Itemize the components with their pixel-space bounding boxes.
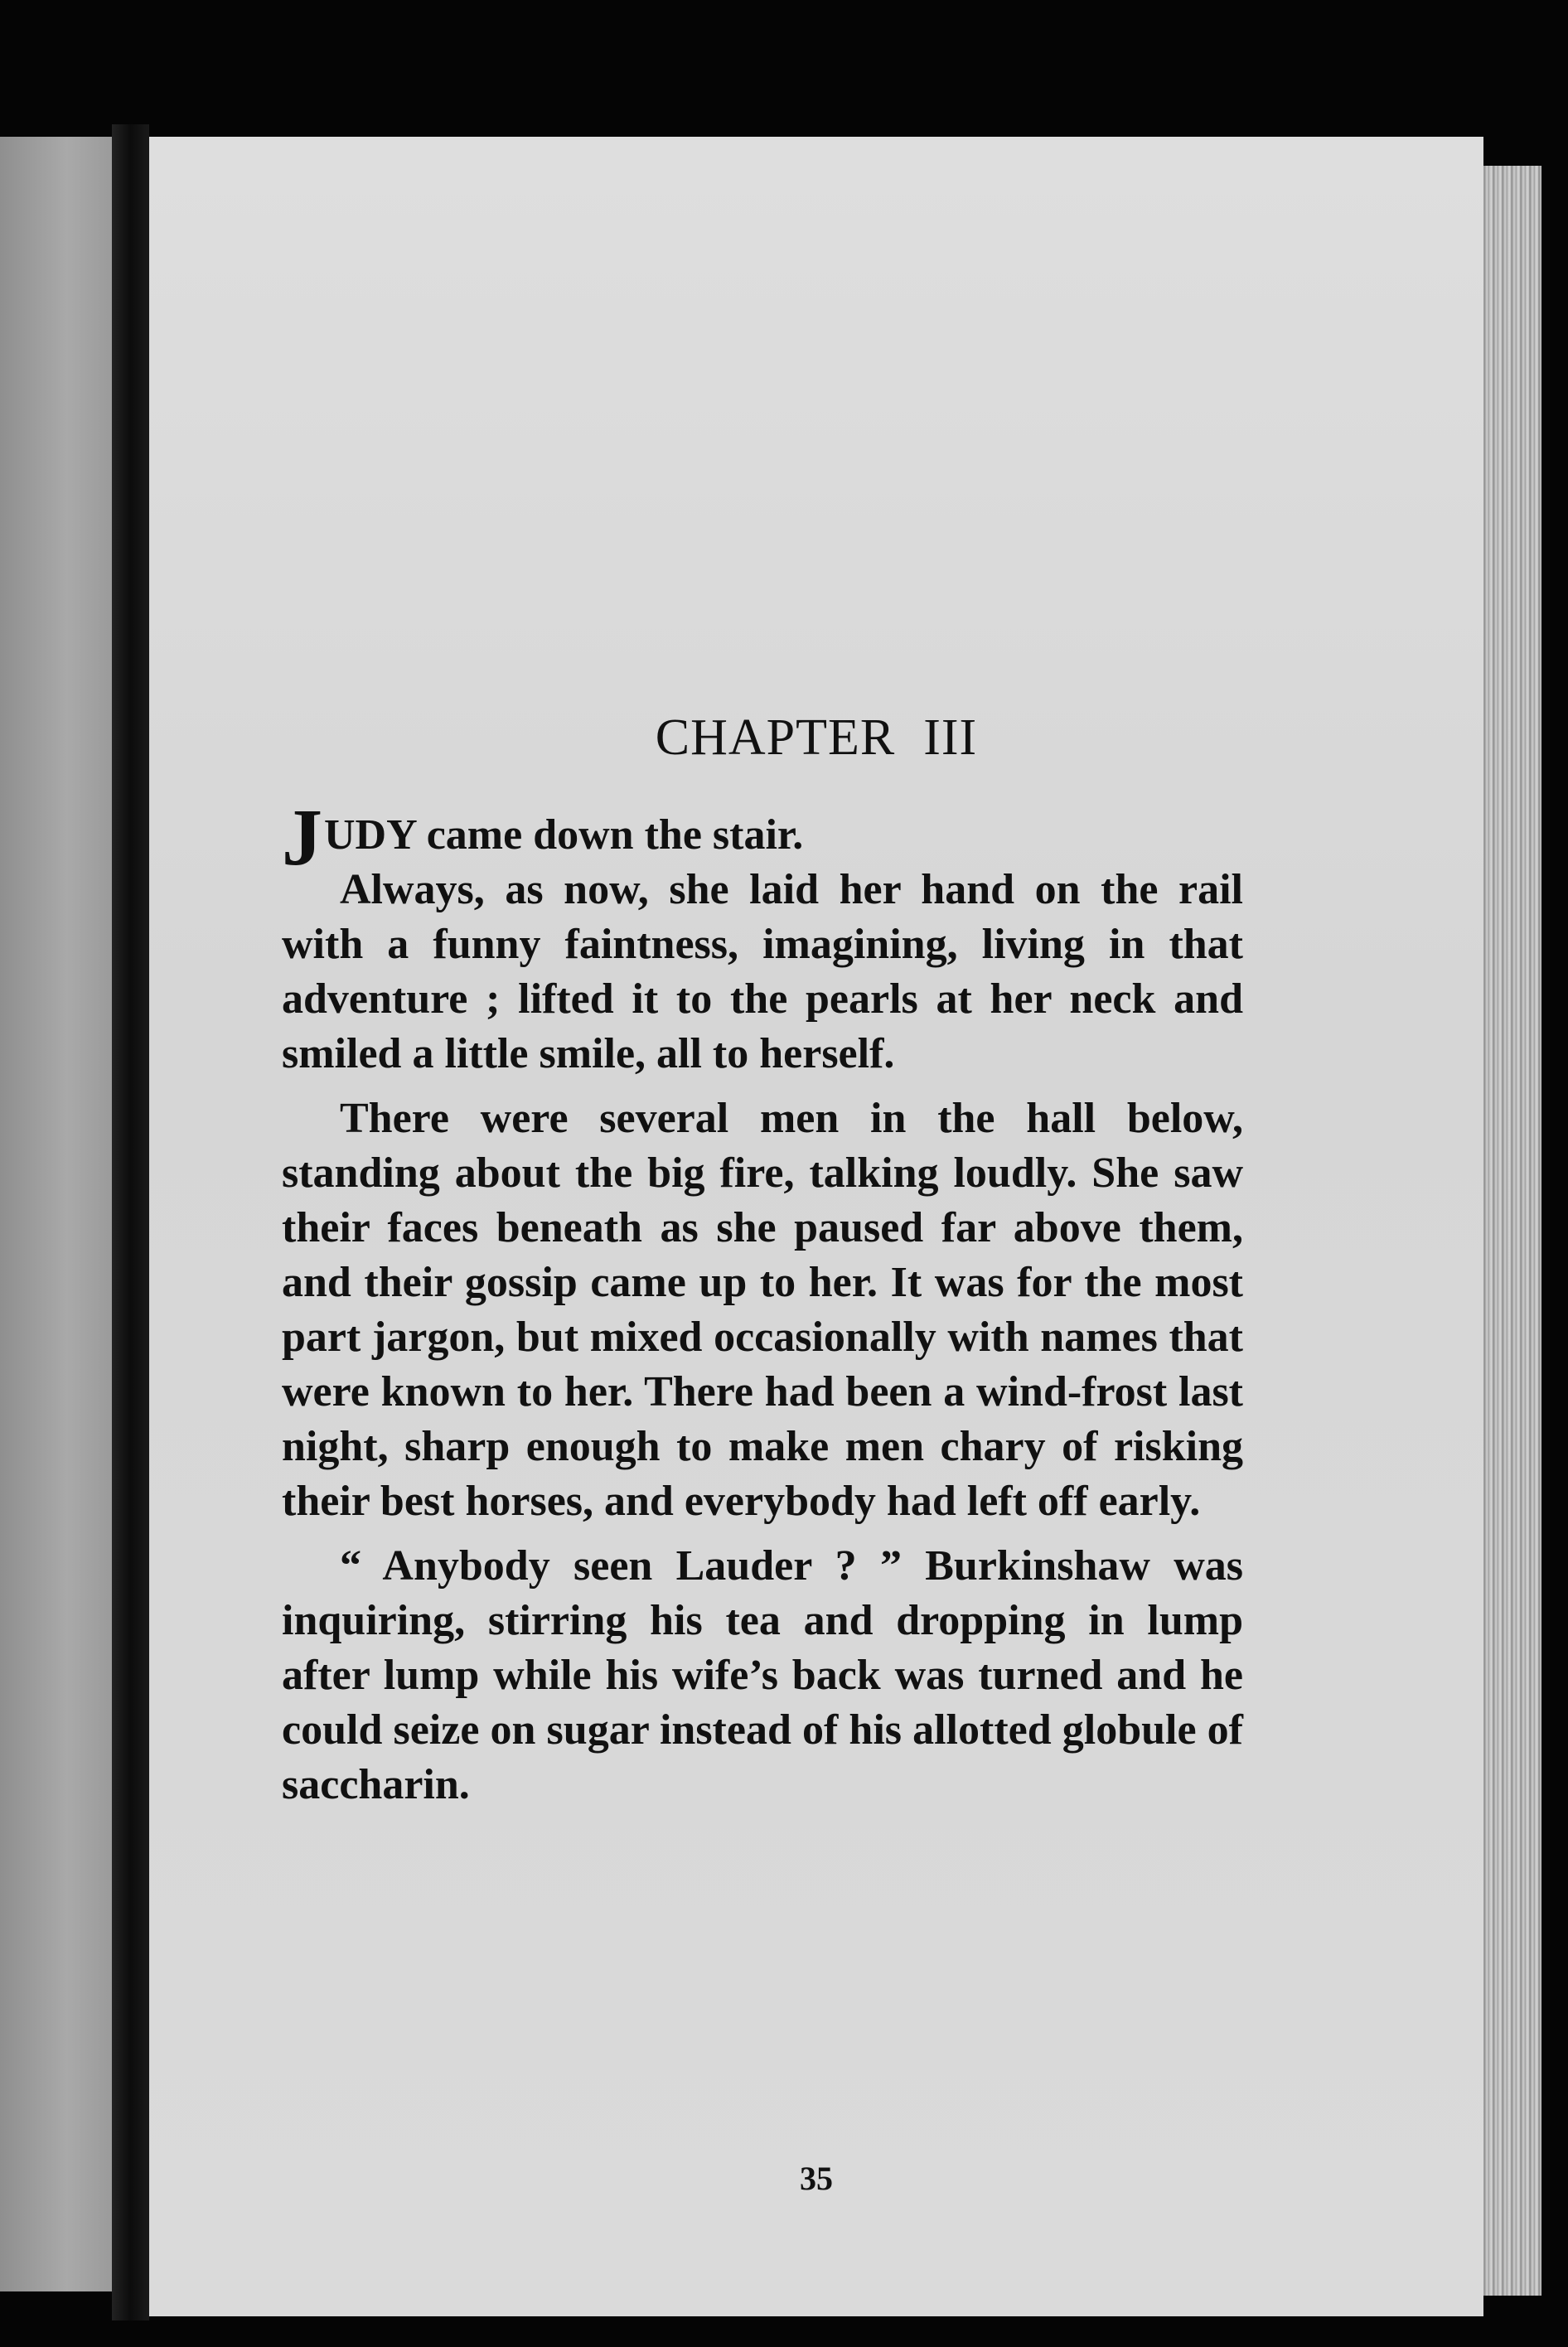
chapter-heading [149,709,1483,767]
chapter-number: III [923,709,978,766]
paragraph-3: There were several men in the hall below, standing about the big fire, talking loudly. She saw their faces beneath as she paused far above them, and their gossip came up to her. It was for the most part jargon, but mixed occasionally with names that were known to her. There had been a wind-frost last night, sharp enough to make men chary of risking their best horses, and everybody had left off early. [282,1095,1243,1525]
body-text [282,793,1243,1822]
paragraph-1-text: UDY came down the stair. [324,811,804,859]
drop-cap: J [282,793,322,883]
paragraph-1 [282,793,1243,883]
page-number: 35 [800,2160,833,2197]
left-facing-page-edge [0,137,112,2291]
book-gutter [112,124,149,2320]
paragraph-2: Always, as now, she laid her hand on the rail with a funny faintness, imagining, living in that adventure ; lifted it to the pearls at her neck and smiled a little smile, all to herself. [282,866,1243,1077]
book-page [149,137,1483,2316]
paragraph-4: “ Anybody seen Lauder ? ” Burkinshaw was inquiring, stirring his tea and dropping in lump after lump while his wife’s back was turned and he could seize on sugar instead of his allotted globule of saccharin. [282,1542,1243,1808]
chapter-label: CHAPTER [655,709,896,766]
